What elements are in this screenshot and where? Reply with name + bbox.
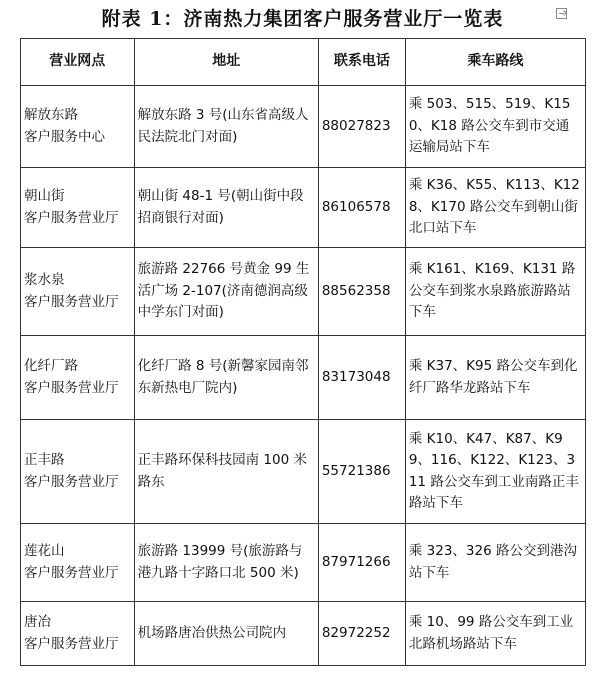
- outlet-type: 客户服务营业厅: [24, 564, 119, 581]
- route-cell: 乘 503、515、519、K150、K18 路公交车到市交通运输局站下车: [405, 86, 585, 168]
- header-outlet: 营业网点: [21, 39, 135, 86]
- address-cell: 正丰路环保科技园南 100 米路东: [134, 420, 318, 524]
- phone-cell: 87971266: [318, 524, 405, 602]
- table-row: [21, 524, 586, 602]
- table-row: [21, 168, 586, 248]
- outlet-cell: [21, 248, 135, 336]
- service-hall-table: [20, 38, 586, 666]
- outlet-name: 浆水泉: [24, 272, 65, 288]
- phone-cell: 88027823: [318, 86, 405, 168]
- header-route: 乘车路线: [405, 39, 585, 86]
- outlet-type: 客户服务中心: [24, 128, 105, 145]
- outlet-name: 解放东路: [24, 107, 78, 123]
- outlet-cell: [21, 524, 135, 602]
- phone-cell: 83173048: [318, 336, 405, 420]
- outlet-name: 朝山街: [24, 188, 65, 204]
- phone-cell: 86106578: [318, 168, 405, 248]
- address-cell: 解放东路 3 号(山东省高级人民法院北门对面): [134, 86, 318, 168]
- route-cell: 乘 K161、K169、K131 路公交车到浆水泉路旅游路站下车: [405, 248, 585, 336]
- outlet-name: 正丰路: [24, 452, 65, 468]
- outlet-type: 客户服务营业厅: [24, 209, 119, 226]
- outlet-name: 化纤厂路: [24, 358, 78, 374]
- outlet-type: 客户服务营业厅: [24, 379, 119, 396]
- route-cell: 乘 K37、K95 路公交车到化纤厂路华龙路站下车: [405, 336, 585, 420]
- outlet-cell: [21, 420, 135, 524]
- page-title: 附表 1：济南热力集团客户服务营业厅一览表: [101, 8, 504, 30]
- phone-cell: 88562358: [318, 248, 405, 336]
- outlet-cell: [21, 602, 135, 666]
- phone-cell: 55721386: [318, 420, 405, 524]
- outlet-cell: [21, 86, 135, 168]
- table-row: [21, 86, 586, 168]
- route-cell: 乘 323、326 路公交到港沟站下车: [405, 524, 585, 602]
- phone-cell: 82972252: [318, 602, 405, 666]
- outlet-name: 唐冶: [24, 614, 51, 630]
- table-row: [21, 336, 586, 420]
- route-cell: 乘 10、99 路公交车到工业北路机场路站下车: [405, 602, 585, 666]
- address-cell: 机场路唐冶供热公司院内: [134, 602, 318, 666]
- route-cell: 乘 K10、K47、K87、K99、116、K122、K123、311 路公交车到工业南路正丰路站下车: [405, 420, 585, 524]
- table-row: [21, 420, 586, 524]
- header-phone: 联系电话: [318, 39, 405, 86]
- outlet-cell: [21, 168, 135, 248]
- outlet-name: 莲花山: [24, 543, 65, 559]
- table-row: [21, 248, 586, 336]
- address-cell: 化纤厂路 8 号(新馨家园南邻东新热电厂院内): [134, 336, 318, 420]
- address-cell: 朝山街 48-1 号(朝山街中段招商银行对面): [134, 168, 318, 248]
- outlet-cell: [21, 336, 135, 420]
- table-row: [21, 602, 586, 666]
- address-cell: 旅游路 22766 号黄金 99 生活广场 2-107(济南德润高级中学东门对面): [134, 248, 318, 336]
- outlet-type: 客户服务营业厅: [24, 473, 119, 490]
- route-cell: 乘 K36、K55、K113、K128、K170 路公交车到朝山街北口站下车: [405, 168, 585, 248]
- table-header-row: [21, 39, 586, 86]
- address-cell: 旅游路 13999 号(旅游路与港九路十字路口北 500 米): [134, 524, 318, 602]
- header-address: 地址: [134, 39, 318, 86]
- link-icon[interactable]: [556, 8, 567, 19]
- outlet-type: 客户服务营业厅: [24, 293, 119, 310]
- outlet-type: 客户服务营业厅: [24, 635, 119, 652]
